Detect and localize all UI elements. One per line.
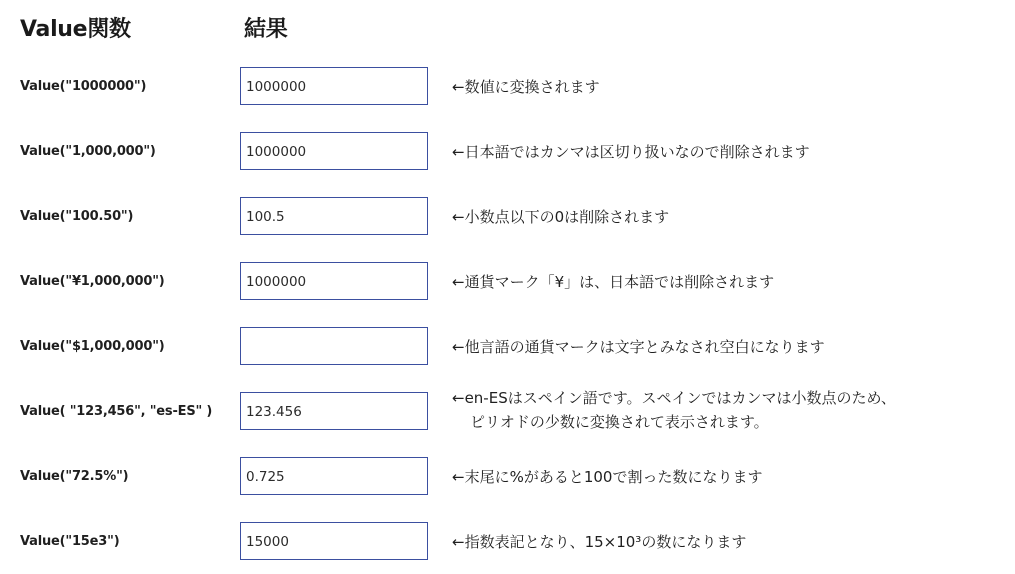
note-line: ←数値に変換されます: [452, 78, 600, 96]
explanation-note: [452, 457, 1008, 489]
formula-label: Value("1000000"): [20, 79, 147, 94]
note-line: ←en-ESはスペイン語です。スペインではカンマは小数点のため、: [452, 389, 896, 407]
formula-label: Value("¥1,000,000"): [20, 274, 165, 289]
note-line: ←末尾に%があると100で割った数になります: [452, 468, 763, 486]
result-value: 1000000: [246, 79, 307, 95]
note-line-2: ピリオドの少数に変換されて表示されます。: [470, 413, 769, 431]
explanation-note: [452, 327, 1008, 359]
table-row: [0, 457, 1015, 497]
result-value: 15000: [246, 534, 289, 550]
explanation-note: [452, 386, 1008, 434]
note-line: ←他言語の通貨マークは文字とみなされ空白になります: [452, 338, 825, 356]
result-field[interactable]: [240, 327, 428, 365]
table-row: [0, 522, 1015, 562]
formula-label: Value("$1,000,000"): [20, 339, 165, 354]
result-field[interactable]: [240, 132, 428, 170]
result-field[interactable]: [240, 392, 428, 430]
result-field[interactable]: [240, 197, 428, 235]
formula-label: Value("72.5%"): [20, 469, 129, 484]
explanation-note: [452, 522, 1008, 554]
note-line: ←小数点以下の0は削除されます: [452, 208, 670, 226]
note-line: ←通貨マーク「¥」は、日本語では削除されます: [452, 273, 775, 291]
formula-label: Value("1,000,000"): [20, 144, 156, 159]
table-row: [0, 132, 1015, 172]
formula-label: Value( "123,456", "es-ES" ): [20, 404, 213, 419]
result-value: 1000000: [246, 274, 307, 290]
result-field[interactable]: [240, 262, 428, 300]
formula-label: Value("15e3"): [20, 534, 120, 549]
explanation-note: [452, 132, 1008, 164]
result-field[interactable]: [240, 457, 428, 495]
explanation-note: [452, 67, 1008, 99]
note-line: ←指数表記となり、15×10³の数になります: [452, 533, 747, 551]
result-field[interactable]: [240, 67, 428, 105]
result-field[interactable]: [240, 522, 428, 560]
note-line: ←日本語ではカンマは区切り扱いなので削除されます: [452, 143, 810, 161]
formula-label: Value("100.50"): [20, 209, 134, 224]
table-row: [0, 327, 1015, 367]
result-value: 100.5: [246, 209, 285, 225]
table-row: [0, 262, 1015, 302]
explanation-note: [452, 262, 1008, 294]
table-row: [0, 389, 1015, 432]
column-header-function: Value関数: [20, 17, 131, 42]
column-header-result: 結果: [244, 17, 288, 42]
result-value: 0.725: [246, 469, 285, 485]
table-row: [0, 197, 1015, 237]
result-value: 123.456: [246, 404, 302, 420]
result-value: 1000000: [246, 144, 307, 160]
table-row: [0, 67, 1015, 107]
explanation-note: [452, 197, 1008, 229]
